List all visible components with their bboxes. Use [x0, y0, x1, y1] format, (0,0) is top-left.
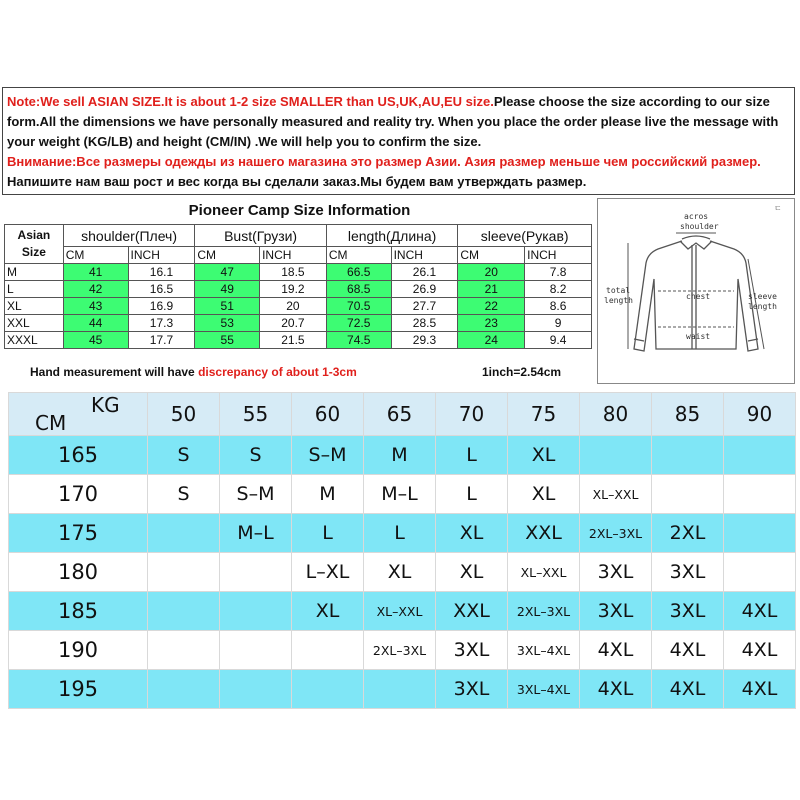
size-cell: 3XL: [580, 592, 652, 631]
size-cell: M–L: [364, 475, 436, 514]
weight-header: 90: [724, 393, 796, 436]
size-info-row: [5, 281, 592, 298]
measure-shoulder-cm: 44: [63, 315, 128, 332]
measure-bust-in: 18.5: [260, 264, 327, 281]
size-cell: 4XL: [724, 592, 796, 631]
size-cell: [220, 592, 292, 631]
unit-label: INCH: [391, 247, 458, 264]
size-info-row: [5, 298, 592, 315]
label-sleeve-length: length: [748, 302, 777, 311]
measure-length-cm: 72.5: [326, 315, 391, 332]
size-cell: XL: [508, 475, 580, 514]
size-label: XXXL: [5, 332, 64, 349]
weight-header: 65: [364, 393, 436, 436]
size-cell: S: [148, 475, 220, 514]
height-label: 190: [9, 631, 148, 670]
size-cell: 4XL: [724, 670, 796, 709]
size-cell: 2XL–3XL: [364, 631, 436, 670]
measure-shoulder-in: 16.5: [128, 281, 195, 298]
measure-bust-in: 20.7: [260, 315, 327, 332]
height-row: [9, 514, 796, 553]
measure-shoulder-in: 17.3: [128, 315, 195, 332]
weight-header: 50: [148, 393, 220, 436]
size-label: M: [5, 264, 64, 281]
measure-bust-cm: 53: [195, 315, 260, 332]
size-cell: [220, 631, 292, 670]
size-info-title: Pioneer Camp Size Information: [188, 202, 411, 219]
size-cell: [148, 553, 220, 592]
size-cell: [724, 514, 796, 553]
note-warning: Note:We sell ASIAN SIZE.It is about 1-2 size SMALLER than US,UK,AU,EU size.: [7, 94, 494, 109]
size-cell: M: [292, 475, 364, 514]
size-cell: M–L: [220, 514, 292, 553]
size-cell: [652, 475, 724, 514]
measure-length-cm: 70.5: [326, 298, 391, 315]
measure-bust-in: 20: [260, 298, 327, 315]
size-cell: XL: [292, 592, 364, 631]
hand-note-discrepancy: discrepancy of about 1-3cm: [198, 365, 357, 379]
size-cell: [292, 631, 364, 670]
height-row: [9, 670, 796, 709]
size-cell: 3XL–4XL: [508, 670, 580, 709]
size-cell: [148, 670, 220, 709]
size-cell: [724, 436, 796, 475]
size-cell: 3XL: [580, 553, 652, 592]
label-length: length: [604, 296, 633, 305]
size-cell: [148, 592, 220, 631]
size-info-row: [5, 264, 592, 281]
weight-header: 80: [580, 393, 652, 436]
measure-shoulder-cm: 43: [63, 298, 128, 315]
weight-header: 75: [508, 393, 580, 436]
measure-sleeve-in: 8.6: [525, 298, 592, 315]
size-note: [2, 87, 795, 195]
unit-label: CM: [63, 247, 128, 264]
size-cell: M: [364, 436, 436, 475]
size-cell: 4XL: [652, 631, 724, 670]
size-cell: [148, 514, 220, 553]
note-instructions: Please choose the size according to our size form.All the dimensions we have personally measured and reality try. When you place the order please live the message with your weight (KG/LB) and height (CM/IN) .We will help you to confirm the size.: [7, 94, 779, 149]
measure-bust-in: 21.5: [260, 332, 327, 349]
size-cell: S–M: [220, 475, 292, 514]
size-cell: [652, 436, 724, 475]
bust-header: Bust(Грузи): [195, 225, 326, 247]
size-cell: 2XL: [652, 514, 724, 553]
size-cell: 3XL: [436, 670, 508, 709]
size-cell: XL–XXL: [508, 553, 580, 592]
measure-sleeve-in: 9: [525, 315, 592, 332]
size-cell: 3XL: [652, 553, 724, 592]
size-info-table: [4, 224, 592, 349]
height-label: 180: [9, 553, 148, 592]
unit-label: CM: [195, 247, 260, 264]
weight-header: 85: [652, 393, 724, 436]
size-cell: L–XL: [292, 553, 364, 592]
height-label: 195: [9, 670, 148, 709]
size-cell: 4XL: [652, 670, 724, 709]
size-cell: L: [436, 475, 508, 514]
measure-length-in: 27.7: [391, 298, 458, 315]
label-across: acros: [684, 212, 709, 221]
measure-shoulder-in: 17.7: [128, 332, 195, 349]
label-total: total: [606, 286, 631, 295]
size-cell: XL: [508, 436, 580, 475]
label-chest: chest: [686, 292, 711, 301]
height-label: 175: [9, 514, 148, 553]
size-cell: 3XL: [436, 631, 508, 670]
measure-length-in: 26.1: [391, 264, 458, 281]
unit-label: CM: [326, 247, 391, 264]
asian-size-header: Asian Size: [5, 225, 64, 264]
size-cell: S: [220, 436, 292, 475]
shirt-diagram-svg: [598, 199, 794, 383]
size-cell: [148, 631, 220, 670]
size-cell: S–M: [292, 436, 364, 475]
measure-bust-cm: 49: [195, 281, 260, 298]
measure-length-in: 28.5: [391, 315, 458, 332]
size-cell: [292, 670, 364, 709]
size-cell: 4XL: [580, 670, 652, 709]
size-information-section: [2, 198, 592, 384]
unit-label: INCH: [525, 247, 592, 264]
size-cell: [220, 553, 292, 592]
size-cell: L: [292, 514, 364, 553]
length-header: length(Длина): [326, 225, 458, 247]
height-row: [9, 475, 796, 514]
size-cell: XXL: [436, 592, 508, 631]
note-warning-ru: Внимание:Все размеры одежды из нашего магазина это размер Азии. Азия размер меньше чем российский размер.: [7, 154, 761, 169]
size-cell: [364, 670, 436, 709]
size-cell: [220, 670, 292, 709]
size-label: XXL: [5, 315, 64, 332]
unit-row: [5, 247, 592, 264]
size-cell: 3XL–4XL: [508, 631, 580, 670]
size-label: L: [5, 281, 64, 298]
hand-note-text: Hand measurement will have: [30, 365, 199, 379]
inch-conversion: 1inch=2.54cm: [482, 365, 562, 379]
size-cell: L: [436, 436, 508, 475]
weight-header: 55: [220, 393, 292, 436]
measure-sleeve-in: 7.8: [525, 264, 592, 281]
measure-shoulder-cm: 41: [63, 264, 128, 281]
unit-label: INCH: [128, 247, 195, 264]
unit-label: INCH: [260, 247, 327, 264]
note-instructions-ru: Напишите нам ваш рост и вес когда вы сделали заказ.Мы будем вам утверждать размер.: [7, 174, 587, 189]
weight-header-row: [9, 393, 796, 436]
measure-bust-cm: 51: [195, 298, 260, 315]
size-cell: XL: [364, 553, 436, 592]
measure-shoulder-in: 16.9: [128, 298, 195, 315]
size-info-row: [5, 315, 592, 332]
weight-header: 60: [292, 393, 364, 436]
cm-label: CM: [35, 411, 67, 435]
kg-label: KG: [91, 393, 120, 417]
shoulder-header: shoulder(Плеч): [63, 225, 195, 247]
measure-length-cm: 74.5: [326, 332, 391, 349]
size-cell: XL–XXL: [364, 592, 436, 631]
size-info-row: [5, 332, 592, 349]
measure-sleeve-cm: 20: [458, 264, 525, 281]
sleeve-header: sleeve(Рукав): [458, 225, 592, 247]
measure-sleeve-in: 8.2: [525, 281, 592, 298]
size-cell: [724, 475, 796, 514]
measure-sleeve-cm: 22: [458, 298, 525, 315]
label-sleeve: sleeve: [748, 292, 777, 301]
label-waist: waist: [686, 332, 711, 341]
measure-bust-cm: 55: [195, 332, 260, 349]
svg-text:ㄷ: ㄷ: [774, 204, 782, 213]
size-cell: 4XL: [724, 631, 796, 670]
size-cell: [580, 436, 652, 475]
shirt-measurement-diagram: [597, 198, 795, 384]
weight-header: 70: [436, 393, 508, 436]
measure-shoulder-cm: 42: [63, 281, 128, 298]
unit-label: CM: [458, 247, 525, 264]
measure-bust-in: 19.2: [260, 281, 327, 298]
measure-length-cm: 66.5: [326, 264, 391, 281]
size-cell: 4XL: [580, 631, 652, 670]
height-row: [9, 436, 796, 475]
size-cell: XL: [436, 514, 508, 553]
size-cell: XL–XXL: [580, 475, 652, 514]
measure-shoulder-in: 16.1: [128, 264, 195, 281]
measure-length-cm: 68.5: [326, 281, 391, 298]
label-shoulder: shoulder: [680, 222, 719, 231]
height-row: [9, 631, 796, 670]
measure-sleeve-cm: 23: [458, 315, 525, 332]
kg-cm-corner: [9, 393, 148, 436]
height-label: 185: [9, 592, 148, 631]
size-cell: XXL: [508, 514, 580, 553]
measure-shoulder-cm: 45: [63, 332, 128, 349]
height-row: [9, 592, 796, 631]
size-cell: 2XL–3XL: [508, 592, 580, 631]
hand-measurement-note: [30, 365, 357, 379]
measure-length-in: 29.3: [391, 332, 458, 349]
size-cell: [724, 553, 796, 592]
measure-length-in: 26.9: [391, 281, 458, 298]
size-cell: XL: [436, 553, 508, 592]
height-weight-size-table: [8, 392, 796, 709]
height-label: 170: [9, 475, 148, 514]
height-label: 165: [9, 436, 148, 475]
height-row: [9, 553, 796, 592]
size-cell: 2XL–3XL: [580, 514, 652, 553]
measure-sleeve-cm: 24: [458, 332, 525, 349]
measure-bust-cm: 47: [195, 264, 260, 281]
size-cell: S: [148, 436, 220, 475]
measure-sleeve-in: 9.4: [525, 332, 592, 349]
size-cell: L: [364, 514, 436, 553]
measure-sleeve-cm: 21: [458, 281, 525, 298]
size-label: XL: [5, 298, 64, 315]
size-cell: 3XL: [652, 592, 724, 631]
